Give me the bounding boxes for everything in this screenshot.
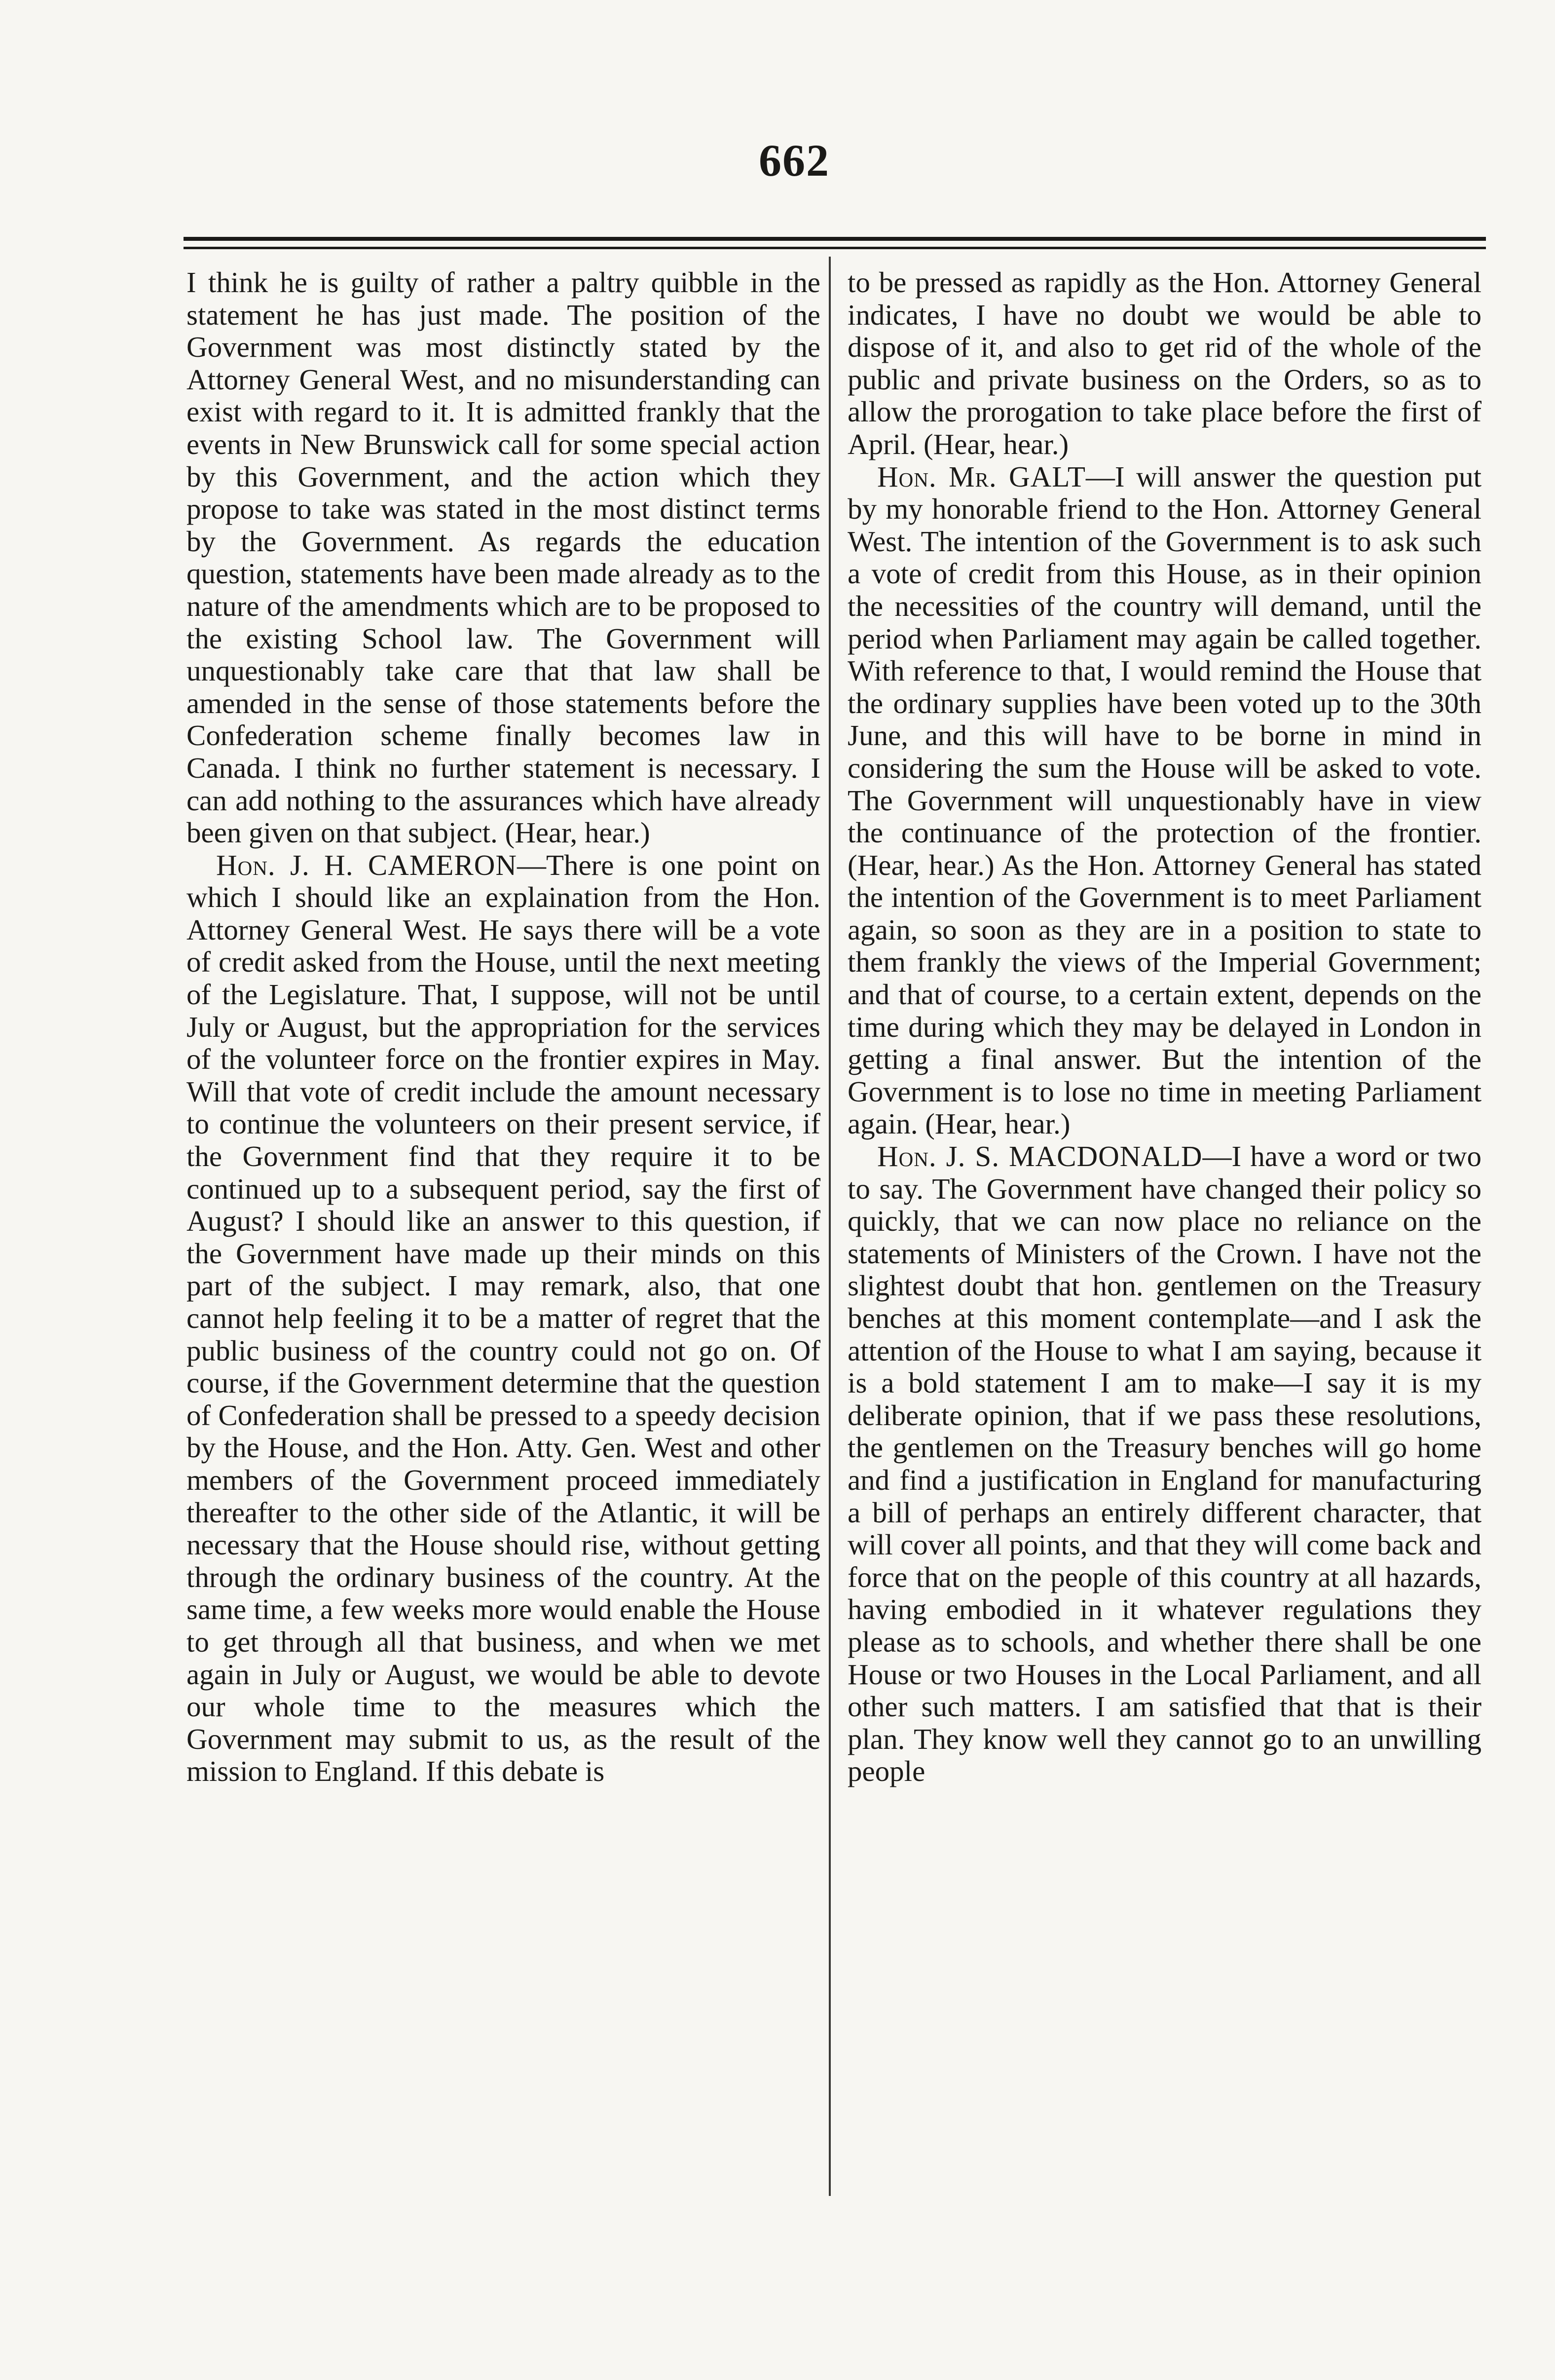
left-column bbox=[186, 266, 820, 1788]
speaker-name: Hon. J. S. MACDONALD bbox=[877, 1140, 1203, 1173]
speaker-name: Hon. Mr. GALT bbox=[877, 460, 1086, 493]
column-divider bbox=[829, 257, 831, 2196]
paragraph bbox=[848, 1140, 1481, 1788]
speech-text: —I have a word or two to say. The Government have changed their policy so quickly, that we can now place no reliance on the statements of Ministers of the Crown. I have not the slightest doubt that hon. gentlemen on the Treasury benches at this moment contemplate—and I ask the attention of the House to what I am saying, because it is a bold statement I am to make—I say it is my deliberate opinion, that if we pass these resolutions, the gentlemen on the Treasury benches will go home and find a justification in England for manufacturing a bill of perhaps an entirely different character, that will cover all points, and that they will come back and force that on the people of this country at all hazards, having embodied in it whatever regulations they please as to schools, and whether there shall be one House or two Houses in the Local Parliament, and all other such matters. I am satisfied that that is their plan. They know well they cannot go to an unwilling people bbox=[848, 1140, 1481, 1788]
header-rule-thick bbox=[184, 237, 1486, 241]
paragraph: I think he is guilty of rather a paltry quibble in the statement he has just made. The position of the Government was most distinctly stated by the Attorney General West, and no misunderstanding can exist with regard to it. It is admitted frankly that the events in New Brunswick call for some special action by this Government, and the action which they propose to take was stated in the most distinct terms by the Government. As regards the education question, statements have been made already as to the nature of the amendments which are to be proposed to the existing School law. The Government will unquestionably take care that that law shall be amended in the sense of those statements before the Confederation scheme finally becomes law in Canada. I think no further statement is necessary. I can add nothing to the assurances which have already been given on that subject. (Hear, hear.) bbox=[186, 266, 820, 849]
paragraph: to be pressed as rapidly as the Hon. Attorney General indicates, I have no doubt we would be able to dispose of it, and also to get rid of the whole of the public and private business on the Orders, so as to allow the prorogation to take place before the first of April. (Hear, hear.) bbox=[848, 266, 1481, 460]
paragraph bbox=[848, 461, 1481, 1140]
speech-text: —There is one point on which I should like an explaination from the Hon. Attorney General West. He says there will be a vote of credit asked from the House, until the next meeting of the Legislature. That, I suppose, will not be until July or August, but the appropriation for the services of the volunteer force on the frontier expires in May. Will that vote of credit include the amount necessary to continue the volunteers on their present service, if the Government find that they require it to be continued up to a subsequent period, say the first of August? I should like an answer to this question, if the Government have made up their minds on this part of the subject. I may remark, also, that one cannot help feeling it to be a matter of regret that the public business of the country could not go on. Of course, if the Government determine that the question of Confederation shall be pressed to a speedy decision by the House, and the Hon. Atty. Gen. West and other members of the Government proceed immediately thereafter to the other side of the Atlantic, it will be necessary that the House should rise, without getting through the ordinary business of the country. At the same time, a few weeks more would enable the House to get through all that business, and when we met again in July or August, we would be able to devote our whole time to the measures which the Government may submit to us, as the result of the mission to England. If this debate is bbox=[186, 848, 820, 1788]
speech-text: —I will answer the question put by my honorable friend to the Hon. Attorney General West. The intention of the Government is to ask such a vote of credit from this House, as in their opinion the necessities of the country will demand, until the period when Parliament may again be called together. With reference to that, I would remind the House that the ordinary supplies have been voted up to the 30th June, and this will have to be borne in mind in considering the sum the House will be asked to vote. The Government will unquestionably have in view the continuance of the protection of the frontier. (Hear, hear.) As the Hon. Attorney General has stated the intention of the Government is to meet Parliament again, so soon as they are in a position to state to them frankly the views of the Imperial Government; and that of course, to a certain extent, depends on the time during which they may be delayed in London in getting a final answer. But the intention of the Government is to lose no time in meeting Parliament again. (Hear, hear.) bbox=[848, 460, 1481, 1140]
speaker-name: Hon. J. H. CAMERON bbox=[216, 848, 517, 881]
paragraph bbox=[186, 849, 820, 1788]
page-number: 662 bbox=[759, 135, 830, 186]
header-rule-thin bbox=[184, 247, 1486, 249]
right-column bbox=[848, 266, 1481, 1788]
